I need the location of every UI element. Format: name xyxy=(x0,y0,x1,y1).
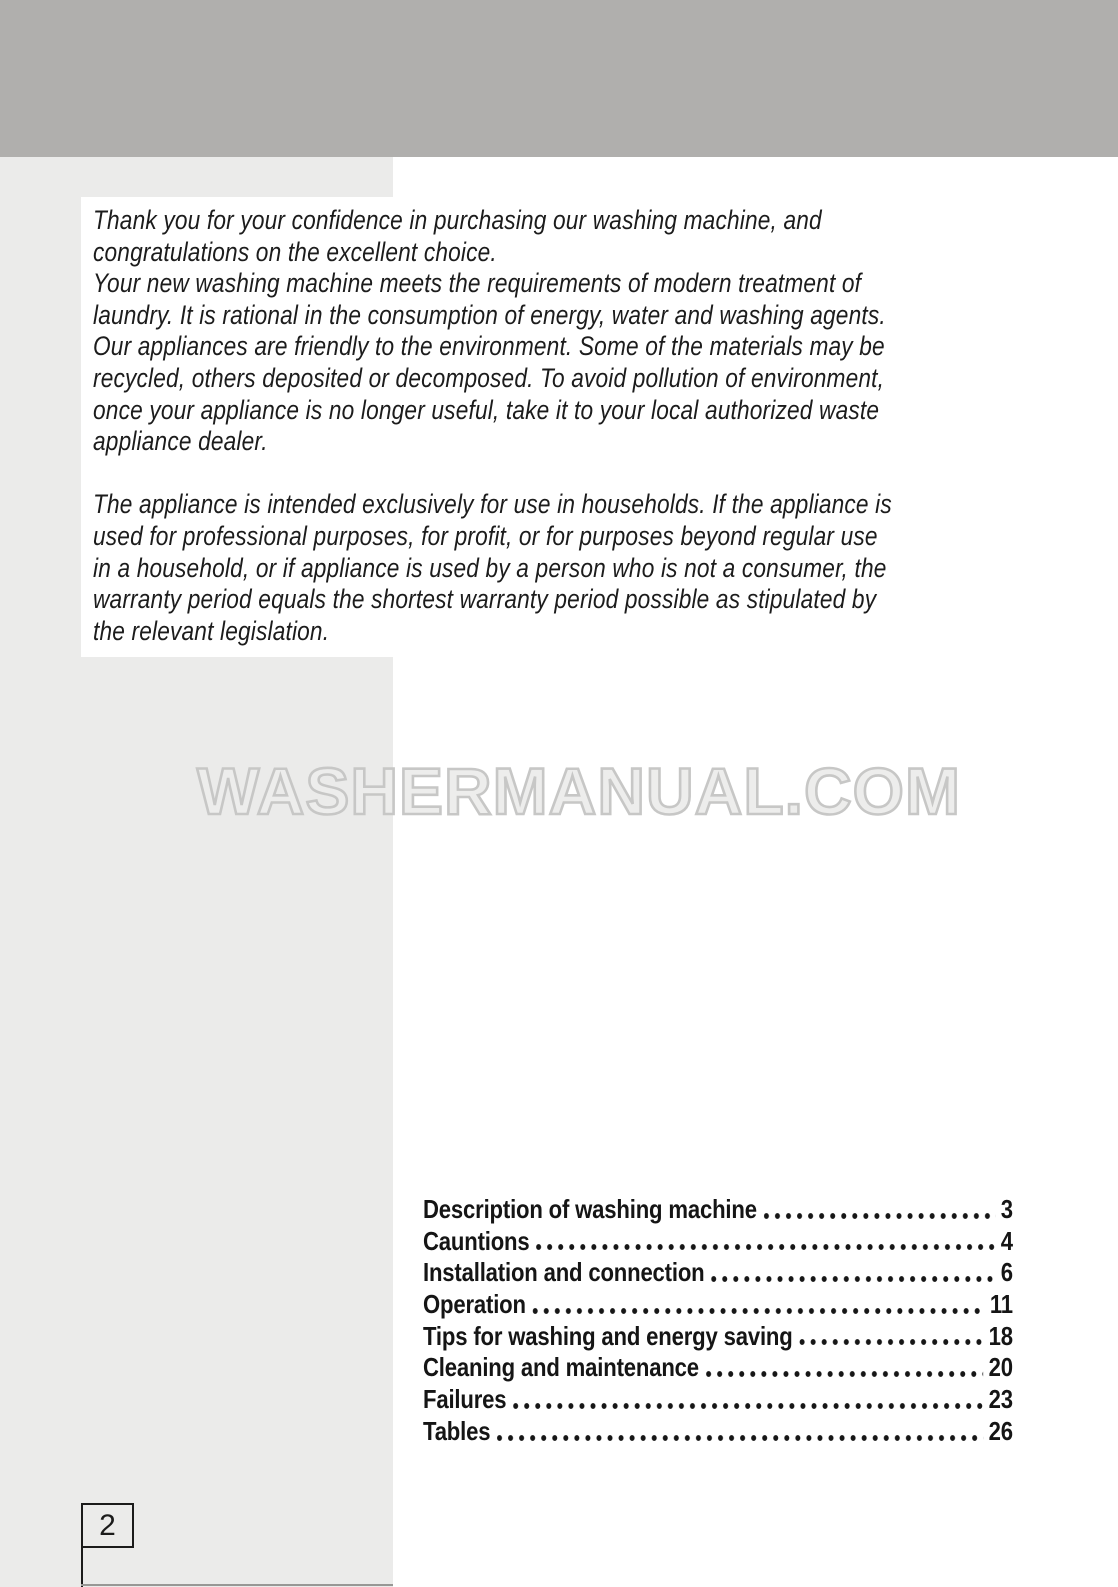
toc-entry-page-number: 4 xyxy=(1000,1225,1013,1256)
toc-entry-label: Operation xyxy=(423,1289,526,1320)
toc-entry xyxy=(423,1194,1013,1226)
toc-entry xyxy=(423,1257,1013,1289)
text-line: congratulations on the excellent choice. xyxy=(93,236,497,267)
toc-entry-page-number: 3 xyxy=(1000,1194,1013,1224)
page-number-rule xyxy=(81,1548,83,1587)
toc-entry-page-number: 26 xyxy=(988,1415,1013,1446)
toc-entry-label: Description of washing machine xyxy=(423,1194,757,1224)
toc-entry-page-number: 18 xyxy=(988,1320,1013,1351)
toc-entry-label: Tips for washing and energy saving xyxy=(423,1320,793,1351)
text-line: Our appliances are friendly to the environment. Some of the materials may be xyxy=(93,331,885,362)
text-line: Your new washing machine meets the requirements of modern treatment of xyxy=(93,268,862,299)
toc-entry-label: Cauntions xyxy=(423,1225,530,1256)
toc-entry xyxy=(423,1352,1013,1384)
intro-paragraph xyxy=(93,205,1093,458)
page-number-box xyxy=(81,1503,134,1548)
toc-dot-leader xyxy=(706,1370,984,1378)
toc-dot-leader xyxy=(799,1338,983,1346)
intro-panel xyxy=(81,197,1118,657)
toc-dot-leader xyxy=(536,1243,995,1251)
toc-entry xyxy=(423,1384,1013,1416)
toc-entry xyxy=(423,1321,1013,1353)
text-line: Thank you for your confidence in purchasing our washing machine, and xyxy=(93,205,822,235)
text-line: laundry. It is rational in the consumption of energy, water and washing agents. xyxy=(93,299,886,330)
toc-dot-leader xyxy=(497,1434,983,1442)
text-line: used for professional purposes, for profit, or for purposes beyond regular use xyxy=(93,520,878,551)
page-number: 2 xyxy=(99,1508,116,1542)
top-banner xyxy=(0,0,1118,157)
toc-entry xyxy=(423,1416,1013,1448)
column-bottom-edge xyxy=(81,1584,393,1586)
toc-entry-page-number: 11 xyxy=(989,1289,1013,1320)
toc-entry-page-number: 23 xyxy=(988,1384,1013,1415)
text-line: warranty period equals the shortest warranty period possible as stipulated by xyxy=(93,584,877,615)
toc-dot-leader xyxy=(711,1275,995,1283)
toc-dot-leader xyxy=(533,1307,985,1315)
text-line: once your appliance is no longer useful, take it to your local authorized waste xyxy=(93,394,880,425)
toc-dot-leader xyxy=(764,1212,996,1220)
text-line: the relevant legislation. xyxy=(93,615,330,646)
toc-entry-page-number: 6 xyxy=(1000,1257,1013,1288)
watermark: WASHERMANUAL.COM xyxy=(197,754,961,828)
toc-dot-leader xyxy=(513,1402,983,1410)
toc-entry-label: Cleaning and maintenance xyxy=(423,1352,699,1383)
household-note-paragraph xyxy=(93,489,1093,647)
toc-entry-label: Tables xyxy=(423,1415,491,1446)
text-line: The appliance is intended exclusively for use in households. If the appliance is xyxy=(93,489,892,520)
toc-entry xyxy=(423,1226,1013,1258)
toc-entry xyxy=(423,1289,1013,1321)
toc-entry-page-number: 20 xyxy=(988,1352,1013,1383)
toc-entry-label: Installation and connection xyxy=(423,1257,705,1288)
text-line: recycled, others deposited or decomposed. To avoid pollution of environment, xyxy=(93,362,885,393)
toc-entry-label: Failures xyxy=(423,1384,507,1415)
table-of-contents xyxy=(423,1194,1013,1448)
text-line: in a household, or if appliance is used by a person who is not a consumer, the xyxy=(93,552,887,583)
text-line: appliance dealer. xyxy=(93,426,268,457)
